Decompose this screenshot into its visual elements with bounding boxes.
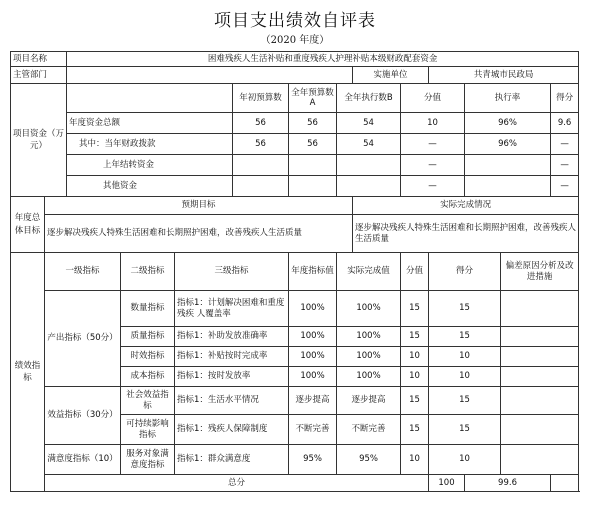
perf-score: 15	[401, 387, 429, 415]
funds-header-executed: 全年执行数B	[337, 84, 401, 113]
perf-score: 15	[401, 415, 429, 445]
perf-header-note: 偏差原因分析及改进措施	[501, 253, 579, 291]
perf-actual: 100%	[337, 291, 401, 327]
funds-header-initial: 年初预算数	[233, 84, 289, 113]
funds-cell: 54	[337, 113, 401, 134]
perf-l2: 时效指标	[121, 347, 175, 367]
funds-cell: 9.6	[551, 113, 579, 134]
perf-l2: 社会效益指标	[121, 387, 175, 415]
perf-header-l3: 三级指标	[175, 253, 289, 291]
goal-expected-text: 逐步解决残疾人特殊生活困难和长期照护困难，改善残疾人生活质量	[45, 215, 353, 253]
impl-unit-label: 实施单位	[353, 67, 429, 84]
funds-cell: 56	[289, 134, 337, 155]
funds-cell: —	[551, 176, 579, 197]
perf-target: 逐步提高	[289, 387, 337, 415]
perf-l2: 成本指标	[121, 367, 175, 387]
funds-cell	[289, 155, 337, 176]
perf-got: 10	[429, 367, 501, 387]
funds-row-label: 其中：当年财政拨款	[67, 134, 233, 155]
funds-header-exec-rate: 执行率	[465, 84, 551, 113]
funds-cell: —	[551, 155, 579, 176]
funds-row-label: 上年结转资金	[67, 155, 233, 176]
form-year: （2020 年度）	[260, 35, 330, 46]
perf-l3: 指标1：补助发放准确率	[175, 327, 289, 347]
perf-group-effect: 效益指标（30分）	[45, 387, 121, 445]
perf-l3: 指标1：按时发放率	[175, 367, 289, 387]
perf-score: 15	[401, 291, 429, 327]
funds-header-score: 得分	[551, 84, 579, 113]
perf-got: 15	[429, 415, 501, 445]
funds-cell	[337, 155, 401, 176]
project-name-value: 困难残疾人生活补贴和重度残疾人护理补贴本级财政配套资金	[67, 52, 579, 67]
impl-unit-value: 共青城市民政局	[429, 67, 579, 84]
perf-got: 15	[429, 327, 501, 347]
perf-l3: 指标1：计划解决困难和重度残疾 人覆盖率	[175, 291, 289, 327]
funds-cell: —	[401, 134, 465, 155]
perf-score: 10	[401, 367, 429, 387]
funds-cell: 96%	[465, 113, 551, 134]
funds-cell: 56	[233, 113, 289, 134]
perf-actual: 100%	[337, 347, 401, 367]
funds-cell	[233, 155, 289, 176]
perf-actual: 100%	[337, 327, 401, 347]
perf-target: 100%	[289, 327, 337, 347]
total-label: 总分	[45, 475, 429, 492]
perf-actual: 不断完善	[337, 415, 401, 445]
perf-got: 15	[429, 387, 501, 415]
perf-l3: 指标1：残疾人保障制度	[175, 415, 289, 445]
funds-cell: —	[551, 134, 579, 155]
perf-header-got: 得分	[429, 253, 501, 291]
perf-header-score: 分值	[401, 253, 429, 291]
funds-row-label: 年度资金总额	[67, 113, 233, 134]
perf-l2: 质量指标	[121, 327, 175, 347]
funds-cell: —	[401, 155, 465, 176]
total-note	[551, 475, 579, 492]
perf-header-l2: 二级指标	[121, 253, 175, 291]
perf-score: 15	[401, 327, 429, 347]
goal-expected-header: 预期目标	[45, 197, 353, 215]
perf-note	[501, 327, 579, 347]
project-name-label: 项目名称	[11, 52, 67, 67]
funds-cell: 56	[289, 113, 337, 134]
form-title: 项目支出绩效自评表	[214, 11, 376, 31]
evaluation-table	[10, 51, 579, 492]
funds-cell	[465, 176, 551, 197]
perf-target: 100%	[289, 347, 337, 367]
perf-score: 10	[401, 347, 429, 367]
funds-cell	[289, 176, 337, 197]
perf-l2: 可持续影响指标	[121, 415, 175, 445]
funds-cell: 96%	[465, 134, 551, 155]
funds-cell: —	[401, 176, 465, 197]
perf-group-satisfaction: 满意度指标（10）	[45, 445, 121, 475]
total-got: 99.6	[465, 475, 551, 492]
funds-label: 项目资金（万元）	[11, 84, 67, 197]
perf-note	[501, 445, 579, 475]
perf-label: 绩效指标	[11, 253, 45, 492]
perf-actual: 逐步提高	[337, 387, 401, 415]
funds-header-score-value: 分值	[401, 84, 465, 113]
dept-value	[67, 67, 353, 84]
perf-l3: 指标1：补贴按时完成率	[175, 347, 289, 367]
perf-actual: 100%	[337, 367, 401, 387]
perf-note	[501, 387, 579, 415]
perf-l3: 指标1：生活水平情况	[175, 387, 289, 415]
funds-cell: 54	[337, 134, 401, 155]
perf-got: 10	[429, 445, 501, 475]
perf-got: 15	[429, 291, 501, 327]
perf-l2: 服务对象满意度指标	[121, 445, 175, 475]
perf-header-l1: 一级指标	[45, 253, 121, 291]
perf-target: 不断完善	[289, 415, 337, 445]
perf-actual: 95%	[337, 445, 401, 475]
perf-group-output: 产出指标（50分）	[45, 291, 121, 387]
funds-row-label: 其他资金	[67, 176, 233, 197]
funds-cell: 10	[401, 113, 465, 134]
dept-label: 主管部门	[11, 67, 67, 84]
goal-actual-text: 逐步解决残疾人特殊生活困难和长期照护困难，改善残疾人生活质量	[353, 215, 579, 253]
perf-score: 10	[401, 445, 429, 475]
perf-l3: 指标1：群众满意度	[175, 445, 289, 475]
perf-got: 10	[429, 347, 501, 367]
funds-header-annual: 全年预算数A	[289, 84, 337, 113]
funds-header-blank	[67, 84, 233, 113]
funds-cell	[233, 176, 289, 197]
perf-header-actual: 实际完成值	[337, 253, 401, 291]
perf-target: 100%	[289, 291, 337, 327]
goal-actual-header: 实际完成情况	[353, 197, 579, 215]
perf-target: 100%	[289, 367, 337, 387]
perf-note	[501, 367, 579, 387]
perf-note	[501, 291, 579, 327]
funds-cell	[465, 155, 551, 176]
funds-cell	[337, 176, 401, 197]
perf-note	[501, 347, 579, 367]
perf-header-target: 年度指标值	[289, 253, 337, 291]
funds-cell: 56	[233, 134, 289, 155]
goal-label: 年度总体目标	[11, 197, 45, 253]
perf-target: 95%	[289, 445, 337, 475]
perf-note	[501, 415, 579, 445]
total-score: 100	[429, 475, 465, 492]
perf-l2: 数量指标	[121, 291, 175, 327]
